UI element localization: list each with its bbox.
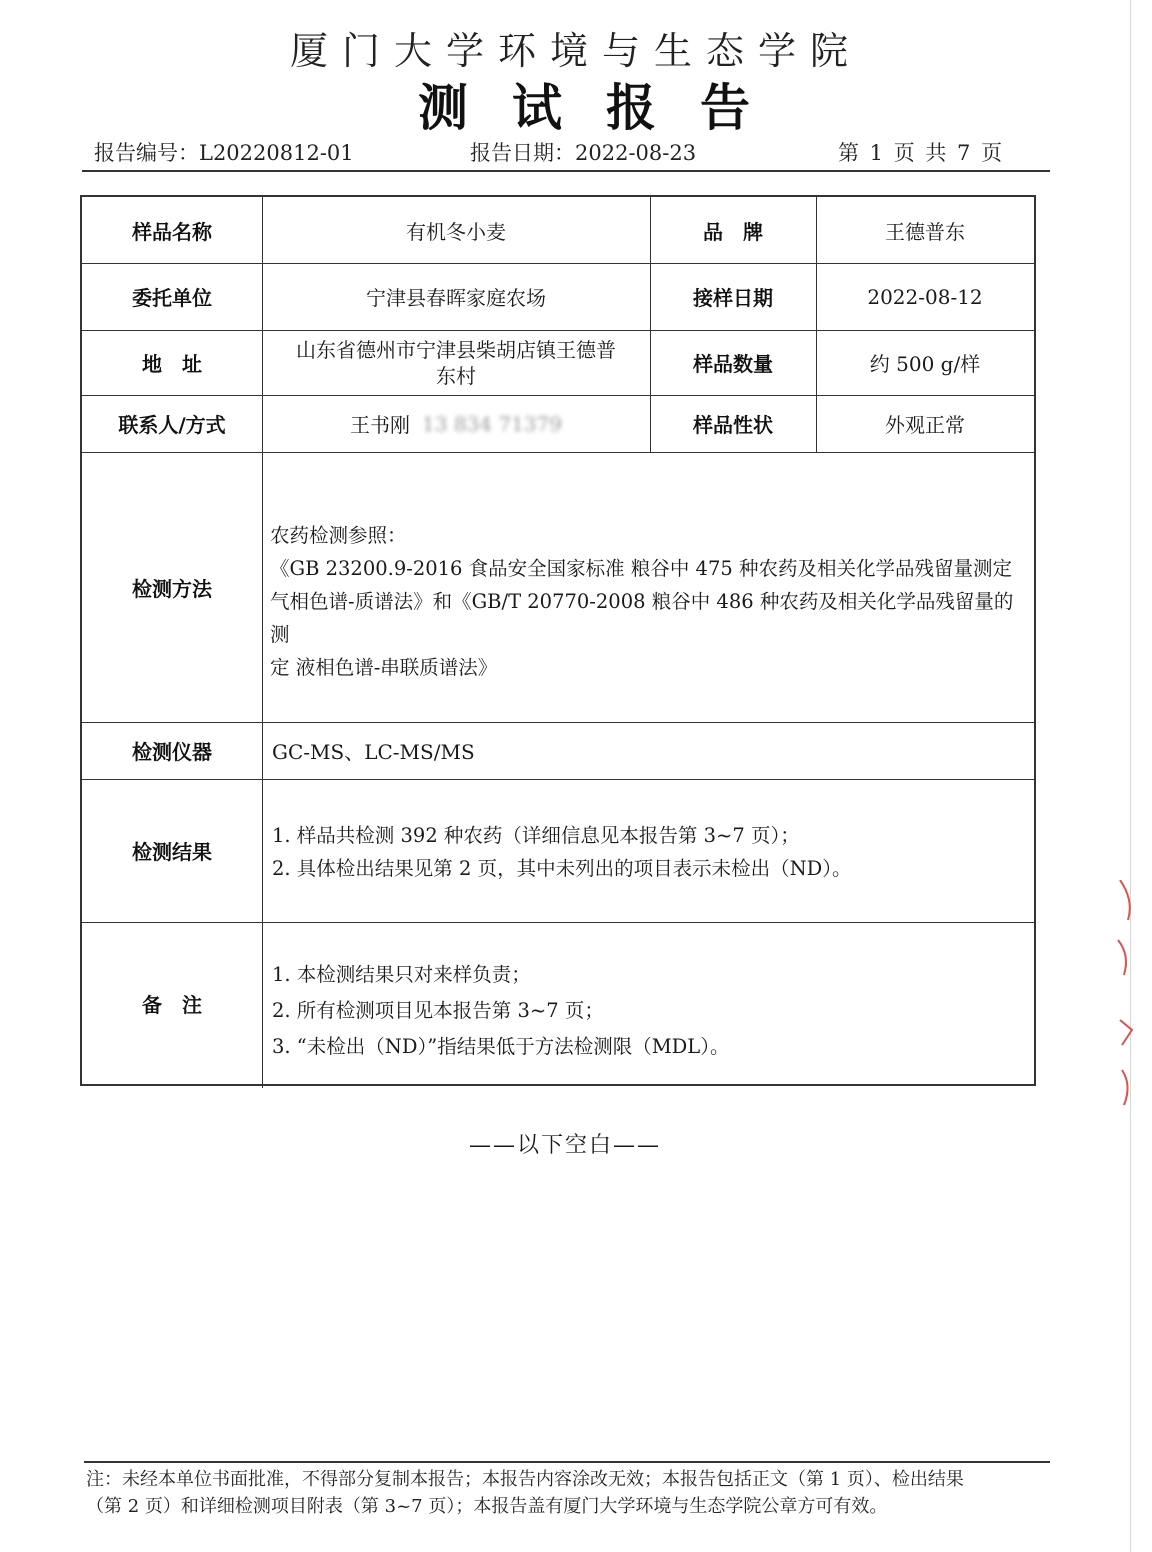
footnote-line: 注：未经本单位书面批准，不得部分复制本报告；本报告内容涂改无效；本报告包括正文（第 1 页）、检出结果 bbox=[86, 1469, 964, 1490]
sample-name-label: 样品名称 bbox=[132, 219, 212, 244]
address-value bbox=[262, 330, 650, 395]
remark-item: 3. “未检出（ND）”指结果低于方法检测限（MDL）。 bbox=[272, 1035, 730, 1058]
institution-name: 厦门大学环境与生态学院 bbox=[289, 29, 862, 73]
receive-date-value: 2022-08-12 bbox=[867, 284, 983, 309]
method-line: 定 液相色谱-串联质谱法》 bbox=[270, 656, 498, 679]
address-label: 地 址 bbox=[142, 352, 202, 376]
report-date: 报告日期：2022-08-23 bbox=[470, 141, 697, 165]
result-item: 1. 样品共检测 392 种农药（详细信息见本报告第 3~7 页）； bbox=[272, 824, 800, 847]
contact-phone-redacted: 13 834 71379 bbox=[422, 411, 562, 436]
instrument-value: GC-MS、LC-MS/MS bbox=[272, 740, 475, 764]
method-intro: 农药检测参照： bbox=[270, 524, 407, 547]
blank-below-mark: ——以下空白—— bbox=[468, 1133, 661, 1158]
client-label: 委托单位 bbox=[132, 286, 212, 310]
method-line: 《GB 23200.9-2016 食品安全国家标准 粮谷中 475 种农药及相关化学品残留量测定 bbox=[270, 557, 1012, 580]
method-text bbox=[270, 519, 1030, 684]
remark-item: 1. 本检测结果只对来样负责； bbox=[272, 963, 531, 986]
method-label: 检测方法 bbox=[132, 576, 212, 601]
quantity-value: 约 500 g/样 bbox=[869, 352, 981, 376]
address-line: 山东省德州市宁津县柴胡店镇王德普 bbox=[296, 337, 616, 362]
footnote bbox=[86, 1466, 1066, 1520]
method-line: 气相色谱-质谱法》和《GB/T 20770-2008 粮谷中 486 种农药及相关化学品残留量的测 bbox=[270, 590, 1014, 646]
address-line: 东村 bbox=[436, 363, 476, 388]
report-number: 报告编号：L20220812-01 bbox=[94, 141, 354, 165]
footnote-line: （第 2 页）和详细检测项目附表（第 3~7 页）；本报告盖有厦门大学环境与生态学院公章方可有效。 bbox=[86, 1496, 888, 1517]
contact-name: 王书刚 bbox=[350, 413, 411, 437]
receive-date-label: 接样日期 bbox=[693, 286, 773, 310]
instrument-label: 检测仪器 bbox=[132, 740, 212, 764]
page-info: 第 1 页 共 7 页 bbox=[838, 141, 1005, 165]
state-label: 样品性状 bbox=[693, 413, 773, 437]
state-value: 外观正常 bbox=[885, 413, 965, 437]
header-rule bbox=[82, 170, 1050, 172]
brand-label: 品 牌 bbox=[703, 219, 763, 244]
page-edge-line bbox=[1130, 0, 1131, 1552]
remark-item: 2. 所有检测项目见本报告第 3~7 页； bbox=[272, 999, 604, 1022]
result-item: 2. 具体检出结果见第 2 页，其中未列出的项目表示未检出（ND）。 bbox=[272, 857, 852, 880]
contact-label: 联系人/方式 bbox=[118, 413, 226, 437]
footer-rule bbox=[84, 1461, 1050, 1463]
result-label: 检测结果 bbox=[132, 840, 212, 864]
report-title: 测试报告 bbox=[418, 78, 794, 137]
remark-text bbox=[272, 957, 1022, 1065]
result-text bbox=[272, 819, 1022, 885]
client-value: 宁津县春晖家庭农场 bbox=[366, 286, 546, 310]
remark-label: 备 注 bbox=[142, 992, 202, 1017]
contact-value bbox=[262, 395, 650, 452]
brand-value: 王德普东 bbox=[885, 219, 965, 244]
quantity-label: 样品数量 bbox=[693, 352, 773, 376]
report-table bbox=[80, 195, 1036, 1086]
partial-seal-stamp bbox=[1110, 880, 1140, 1110]
sample-name-value: 有机冬小麦 bbox=[406, 219, 506, 244]
